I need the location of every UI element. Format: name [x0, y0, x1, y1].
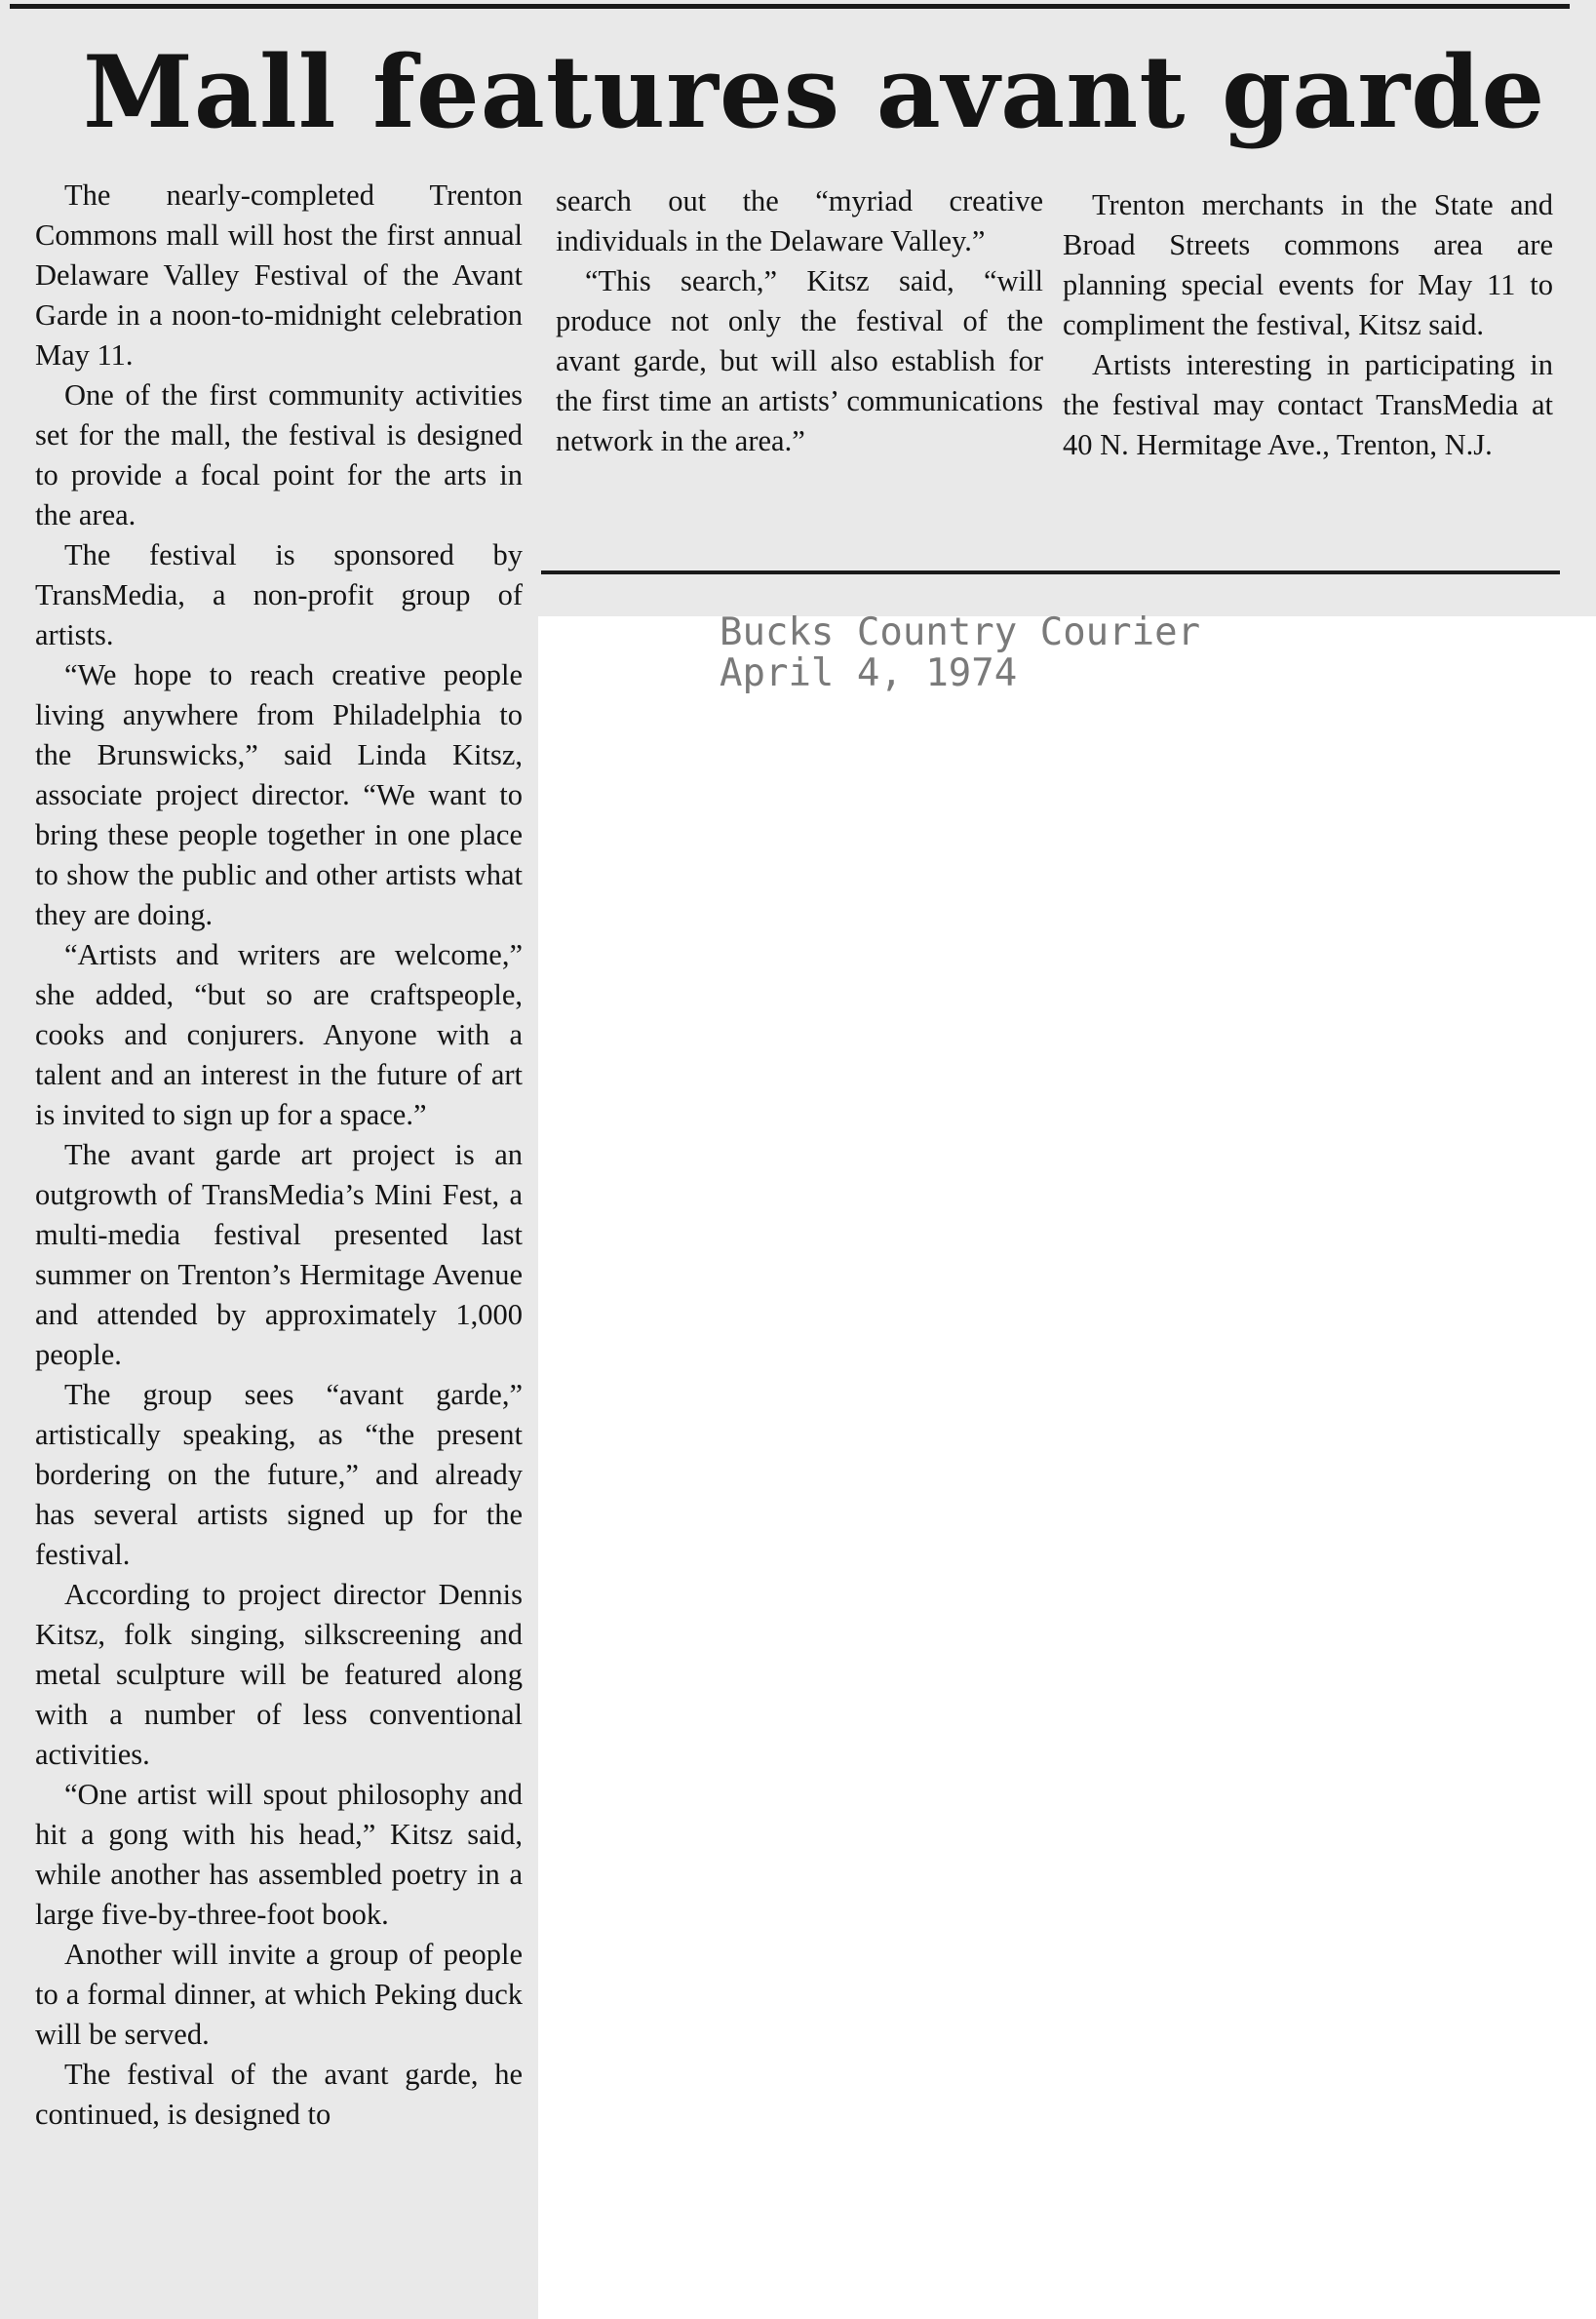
paragraph-continued: search out the “myriad creative individuals in the Delaware Valley.”	[556, 184, 1043, 257]
paragraph: According to project director Dennis Kitsz, folk singing, silkscreening and metal sculpture will be featured along with a number of less conventional activities.	[35, 1578, 523, 1771]
paragraph: Artists interesting in participating in the festival may contact TransMedia at 40 N. Hermitage Ave., Trenton, N.J.	[1063, 348, 1553, 461]
paragraph: “We hope to reach creative people living anywhere from Philadelphia to the Brunswicks,” said Linda Kitsz, associate project director. “We want to bring these people together in one place to show the public and other artists what they are doing.	[35, 658, 523, 931]
caption-date: April 4, 1974	[720, 651, 1018, 695]
article-column-3	[1063, 185, 1553, 465]
article-column-2	[556, 181, 1043, 461]
paragraph: Trenton merchants in the State and Broad Streets commons area are planning special events for May 11 to compliment the festival, Kitsz said.	[1063, 188, 1553, 341]
caption-source: Bucks Country Courier	[720, 610, 1201, 654]
headline: Mall features avant garde	[83, 34, 1546, 151]
paragraph: “This search,” Kitsz said, “will produce not only the festival of the avant garde, but will also establish for the first time an artists’ communications network in the area.”	[556, 264, 1043, 457]
paragraph: One of the first community activities set for the mall, the festival is designed to provide a focal point for the arts in the area.	[35, 378, 523, 531]
paragraph: The group sees “avant garde,” artistically speaking, as “the present bordering on the future,” and already has several artists signed up for the festival.	[35, 1378, 523, 1571]
article-end-rule	[541, 570, 1560, 574]
paragraph: “Artists and writers are welcome,” she added, “but so are craftspeople, cooks and conjurers. Anyone with a talent and an interest in the future of art is invited to sign up for a space.”	[35, 938, 523, 1131]
paragraph: Another will invite a group of people to a formal dinner, at which Peking duck will be served.	[35, 1938, 523, 2051]
source-caption	[720, 612, 1402, 694]
paragraph: The festival of the avant garde, he continued, is designed to	[35, 2058, 523, 2131]
paragraph: The festival is sponsored by TransMedia, a non-profit group of artists.	[35, 538, 523, 651]
top-rule	[10, 4, 1570, 9]
paragraph: The nearly-completed Trenton Commons mall will host the first annual Delaware Valley Festival of the Avant Garde in a noon-to-midnight celebration May 11.	[35, 178, 523, 372]
article-column-1	[35, 176, 523, 2135]
paragraph: “One artist will spout philosophy and hit a gong with his head,” Kitsz said, while another has assembled poetry in a large five-by-three-foot book.	[35, 1778, 523, 1931]
paragraph: The avant garde art project is an outgrowth of TransMedia’s Mini Fest, a multi-media festival presented last summer on Trenton’s Hermitage Avenue and attended by approximately 1,000 people.	[35, 1138, 523, 1371]
